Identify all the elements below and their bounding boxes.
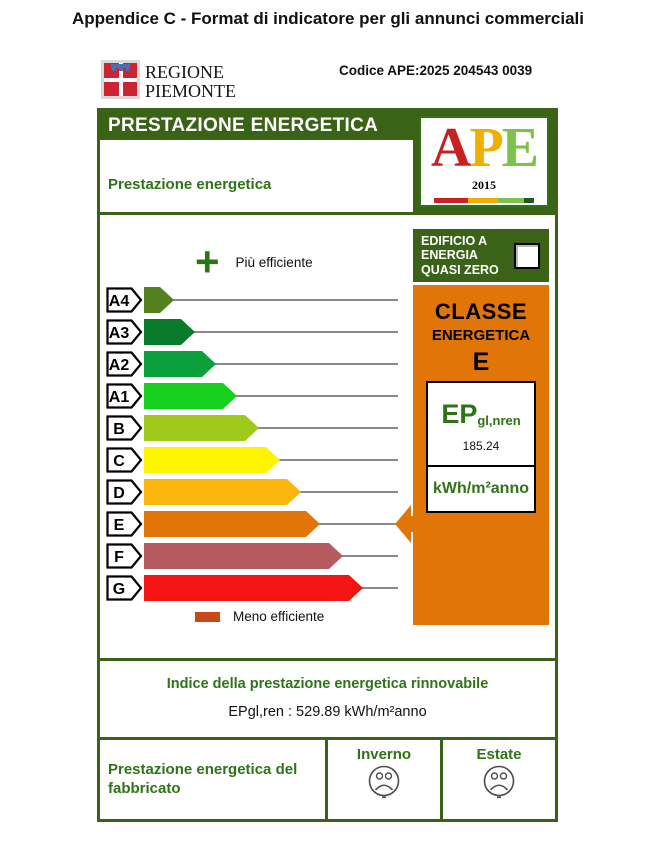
banner-section [100, 111, 555, 215]
class-letter-badge [106, 511, 143, 537]
energy-class-row [106, 319, 398, 345]
energy-class-panel [413, 285, 549, 625]
class-letter-badge [106, 351, 143, 377]
scale-line [318, 523, 398, 525]
nzeb-label: EDIFICIO A ENERGIA QUASI ZERO [421, 233, 499, 277]
energy-class-rows [106, 287, 398, 607]
sad-face-icon [480, 763, 518, 801]
svg-text:G: G [112, 581, 126, 598]
class-letter-badge [106, 287, 143, 313]
energy-class-row [106, 383, 398, 409]
ep-indicator-box [426, 381, 536, 513]
certificate-frame [97, 108, 558, 822]
class-letter-badge [106, 575, 143, 601]
energy-class-row [106, 575, 398, 601]
energy-class-row [106, 447, 398, 473]
renewable-index-title: Indice della prestazione energetica rinnovabile [166, 676, 489, 692]
energy-class-row [106, 287, 398, 313]
ep-indicator-unit: kWh/m²anno [433, 480, 529, 497]
scale-line [299, 491, 398, 493]
svg-text:A2: A2 [108, 357, 130, 374]
building-performance-section [100, 737, 555, 819]
class-arrow [144, 319, 181, 345]
class-arrow [144, 479, 287, 505]
class-letter-badge [106, 319, 143, 345]
renewable-index-section [100, 658, 555, 737]
svg-text:B: B [113, 421, 125, 438]
class-arrow [144, 543, 329, 569]
ape-letter-p: P [469, 117, 502, 179]
ape-year: 2015 [472, 178, 496, 192]
scale-line [235, 395, 398, 397]
class-arrow [144, 575, 349, 601]
summer-cell [443, 740, 555, 819]
page-title: Appendice C - Format di indicatore per gli annunci commerciali [72, 9, 584, 28]
energy-class-row [106, 415, 398, 441]
svg-text:A3: A3 [108, 325, 130, 342]
region-name: REGIONE PIEMONTE [145, 62, 236, 101]
ape-logo-panel [413, 111, 555, 212]
class-arrow [144, 351, 202, 377]
svg-text:A1: A1 [108, 389, 130, 406]
scale-line [193, 331, 398, 333]
svg-text:E: E [113, 517, 125, 534]
less-efficient-label: Meno efficiente [233, 609, 325, 624]
classe-heading: CLASSE [434, 299, 528, 324]
class-letter-badge [106, 543, 143, 569]
svg-text:A4: A4 [108, 293, 130, 310]
more-efficient-indicator [195, 238, 313, 285]
renewable-index-value: EPgl,ren : 529.89 kWh/m²anno [228, 704, 427, 720]
codice-ape: Codice APE:2025 204543 0039 [339, 63, 533, 78]
energy-scale-section [100, 215, 555, 658]
sad-face-icon [365, 763, 403, 801]
svg-text:D: D [113, 485, 125, 502]
class-arrow [144, 415, 245, 441]
ape-letter-a: A [430, 117, 470, 179]
class-letter-badge [106, 447, 143, 473]
class-letter-badge [106, 479, 143, 505]
class-arrow [144, 511, 306, 537]
svg-text:F: F [114, 549, 124, 566]
class-arrow [144, 383, 223, 409]
energy-class-row [106, 543, 398, 569]
less-efficient-swatch [195, 612, 220, 622]
banner-subtitle: Prestazione energetica [108, 176, 272, 193]
svg-text:C: C [113, 453, 125, 470]
winter-label: Inverno [356, 746, 412, 763]
energy-class-row [106, 511, 398, 537]
scale-line [172, 299, 398, 301]
regione-piemonte-logo [101, 60, 236, 101]
energy-class-row [106, 479, 398, 505]
summer-label: Estate [476, 746, 522, 763]
scale-line [278, 459, 398, 461]
ape-logo [419, 116, 549, 207]
ep-indicator-value: 185.24 [462, 439, 500, 453]
class-letter-badge [106, 383, 143, 409]
class-arrow [144, 447, 266, 473]
ape-color-bar [434, 198, 534, 203]
more-efficient-label: Più efficiente [235, 254, 313, 270]
class-letter-badge [106, 415, 143, 441]
less-efficient-indicator [195, 609, 324, 624]
plus-icon: + [195, 238, 220, 285]
energy-class-row [106, 351, 398, 377]
nzeb-checkbox [514, 243, 540, 269]
ape-letter-e: E [501, 117, 538, 179]
class-pointer-arrow-icon [395, 502, 429, 546]
energy-class-value: E [472, 348, 490, 376]
scale-line [257, 427, 398, 429]
energetica-heading: ENERGETICA [431, 327, 531, 344]
piemonte-crest-icon [101, 60, 140, 99]
banner-title: PRESTAZIONE ENERGETICA [100, 111, 413, 140]
ep-indicator-label: $EP_{gl,nren}$ [441, 399, 521, 429]
scale-line [214, 363, 398, 365]
lambello-icon [111, 64, 130, 68]
scale-line [361, 587, 398, 589]
scale-line [341, 555, 398, 557]
building-performance-label: Prestazione energetica del fabbricato [100, 740, 328, 819]
nzeb-box [413, 229, 549, 282]
class-arrow [144, 287, 160, 313]
winter-cell [328, 740, 443, 819]
